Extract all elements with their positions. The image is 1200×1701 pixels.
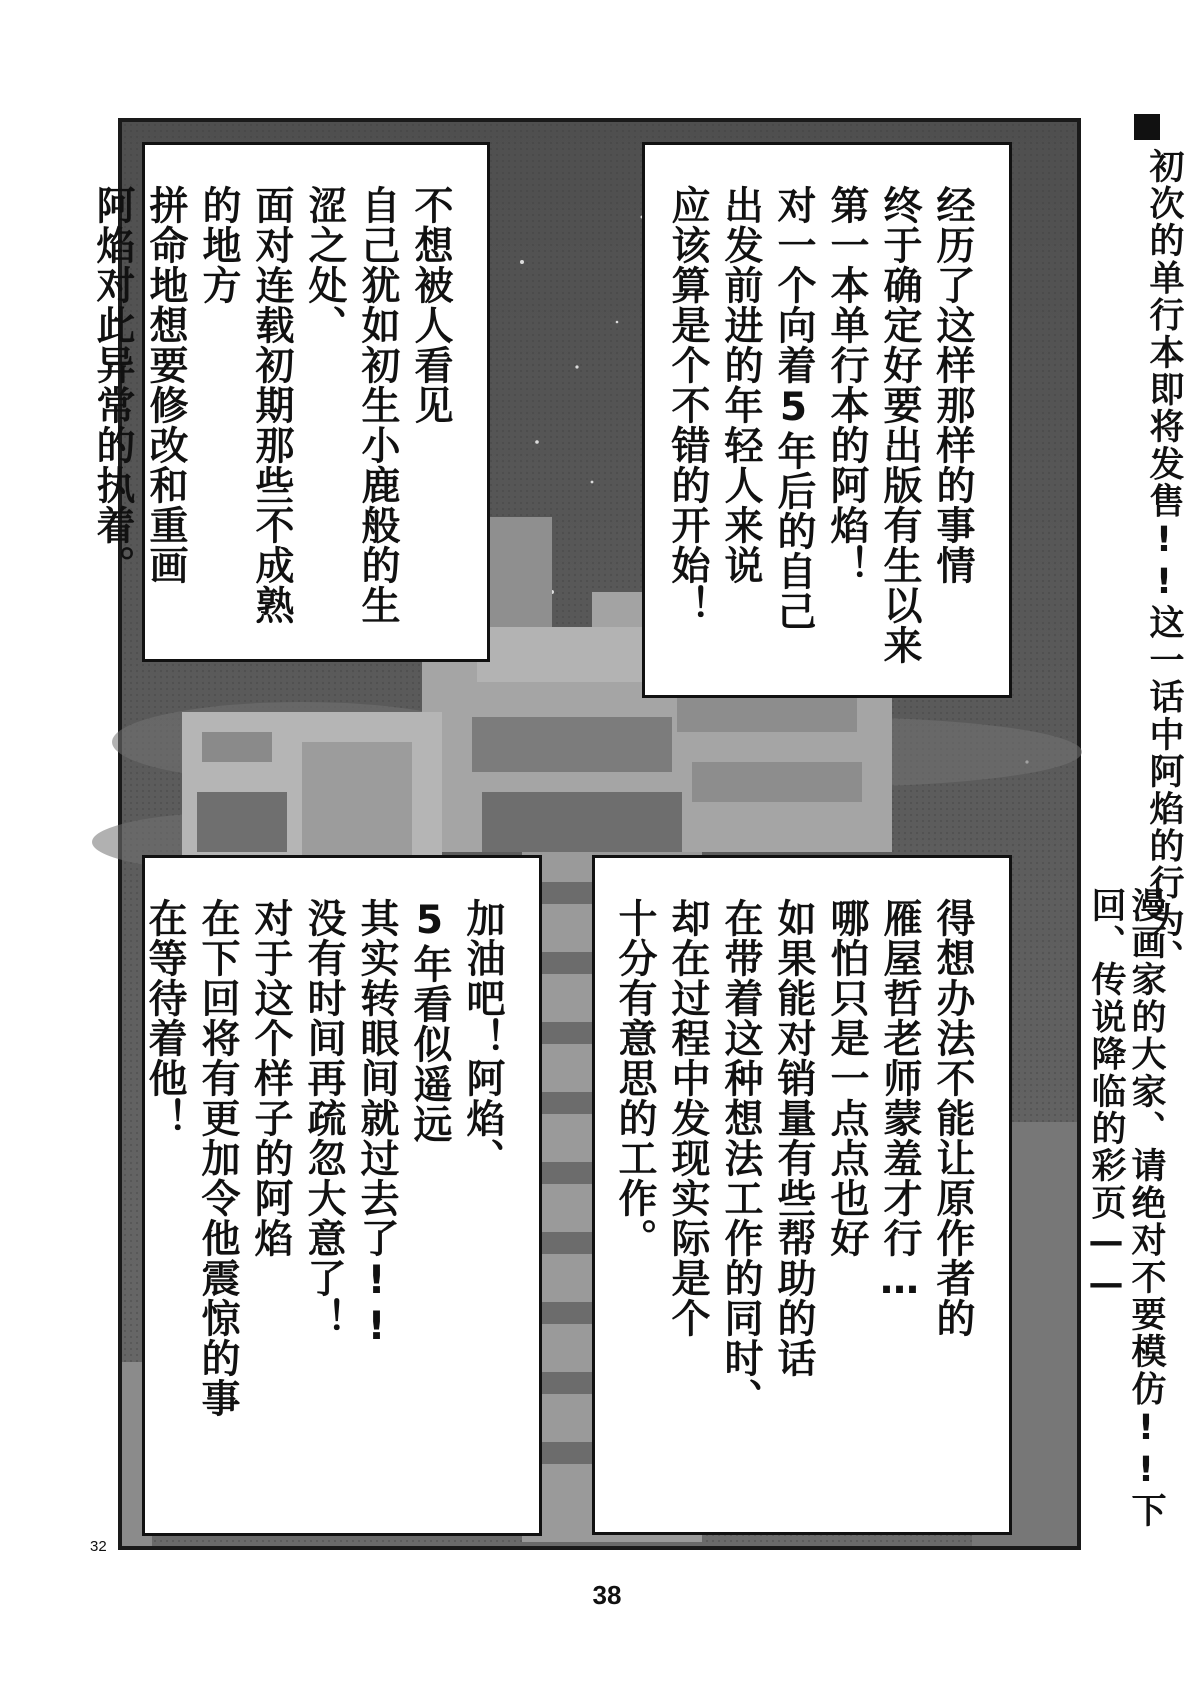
text-box-original-author bbox=[592, 855, 1012, 1535]
text-line: 其实转眼间就过去了!! bbox=[354, 898, 399, 1350]
text-line: 如果能对销量有些帮助的话 bbox=[771, 898, 816, 1378]
text-line: 拼命地想要修改和重画 bbox=[143, 185, 188, 585]
text-line: 第一本单行本的阿焰！ bbox=[824, 185, 869, 585]
text-line: 却在过程中发现实际是个 bbox=[665, 898, 710, 1338]
text-line: 终于确定好要出版有生以来 bbox=[877, 185, 922, 665]
text-line: 十分有意思的工作。 bbox=[612, 898, 657, 1258]
text-line: 不想被人看见 bbox=[408, 185, 453, 425]
page-number: 38 bbox=[592, 1580, 622, 1610]
text-box-revision bbox=[90, 142, 490, 662]
text-box-encouragement bbox=[142, 855, 542, 1536]
text-line: 雁屋哲老师蒙羞才行… bbox=[877, 898, 922, 1304]
editor-side-note bbox=[1084, 112, 1196, 1572]
panel-page-number: 32 bbox=[90, 1538, 107, 1555]
text-line: 在等待着他！ bbox=[142, 898, 187, 1138]
text-line: 加油吧！阿焰、 bbox=[460, 898, 505, 1178]
square-bullet-icon bbox=[1134, 114, 1160, 140]
text-box-revision-text bbox=[86, 185, 457, 629]
text-line: 在带着这种想法工作的同时、 bbox=[718, 898, 763, 1418]
side-note-column-1: 初次的单行本即将发售!!这一话中阿焰的行为、 bbox=[1144, 148, 1184, 977]
text-line: 在下回将有更加令他震惊的事 bbox=[195, 898, 240, 1418]
text-box-first-volume-text bbox=[661, 185, 979, 665]
text-line: 自己犹如初生小鹿般的生涩之处、 bbox=[302, 185, 400, 625]
text-line: 5年看似遥远 bbox=[407, 898, 452, 1144]
text-line: 得想办法不能让原作者的 bbox=[930, 898, 975, 1338]
text-box-original-author-text bbox=[608, 898, 979, 1502]
text-line: 阿焰对此异常的执着。 bbox=[90, 185, 135, 585]
text-line: 应该算是个不错的开始！ bbox=[665, 185, 710, 625]
text-line: 对一个向着5年后的自己 bbox=[771, 185, 816, 631]
text-line: 对于这个样子的阿焰 bbox=[248, 898, 293, 1258]
side-note-column-2: 漫画家的大家、请绝对不要模仿!!下回、传说降临的彩页—— bbox=[1086, 887, 1166, 1530]
text-line: 出发前进的年轻人来说 bbox=[718, 185, 763, 585]
text-box-first-volume bbox=[642, 142, 1012, 698]
text-line: 哪怕只是一点点也好 bbox=[824, 898, 869, 1258]
text-line: 面对连载初期那些不成熟的地方 bbox=[196, 185, 294, 625]
text-box-encouragement-text bbox=[138, 898, 509, 1503]
text-line: 没有时间再疏忽大意了！ bbox=[301, 898, 346, 1338]
text-line: 经历了这样那样的事情 bbox=[930, 185, 975, 585]
